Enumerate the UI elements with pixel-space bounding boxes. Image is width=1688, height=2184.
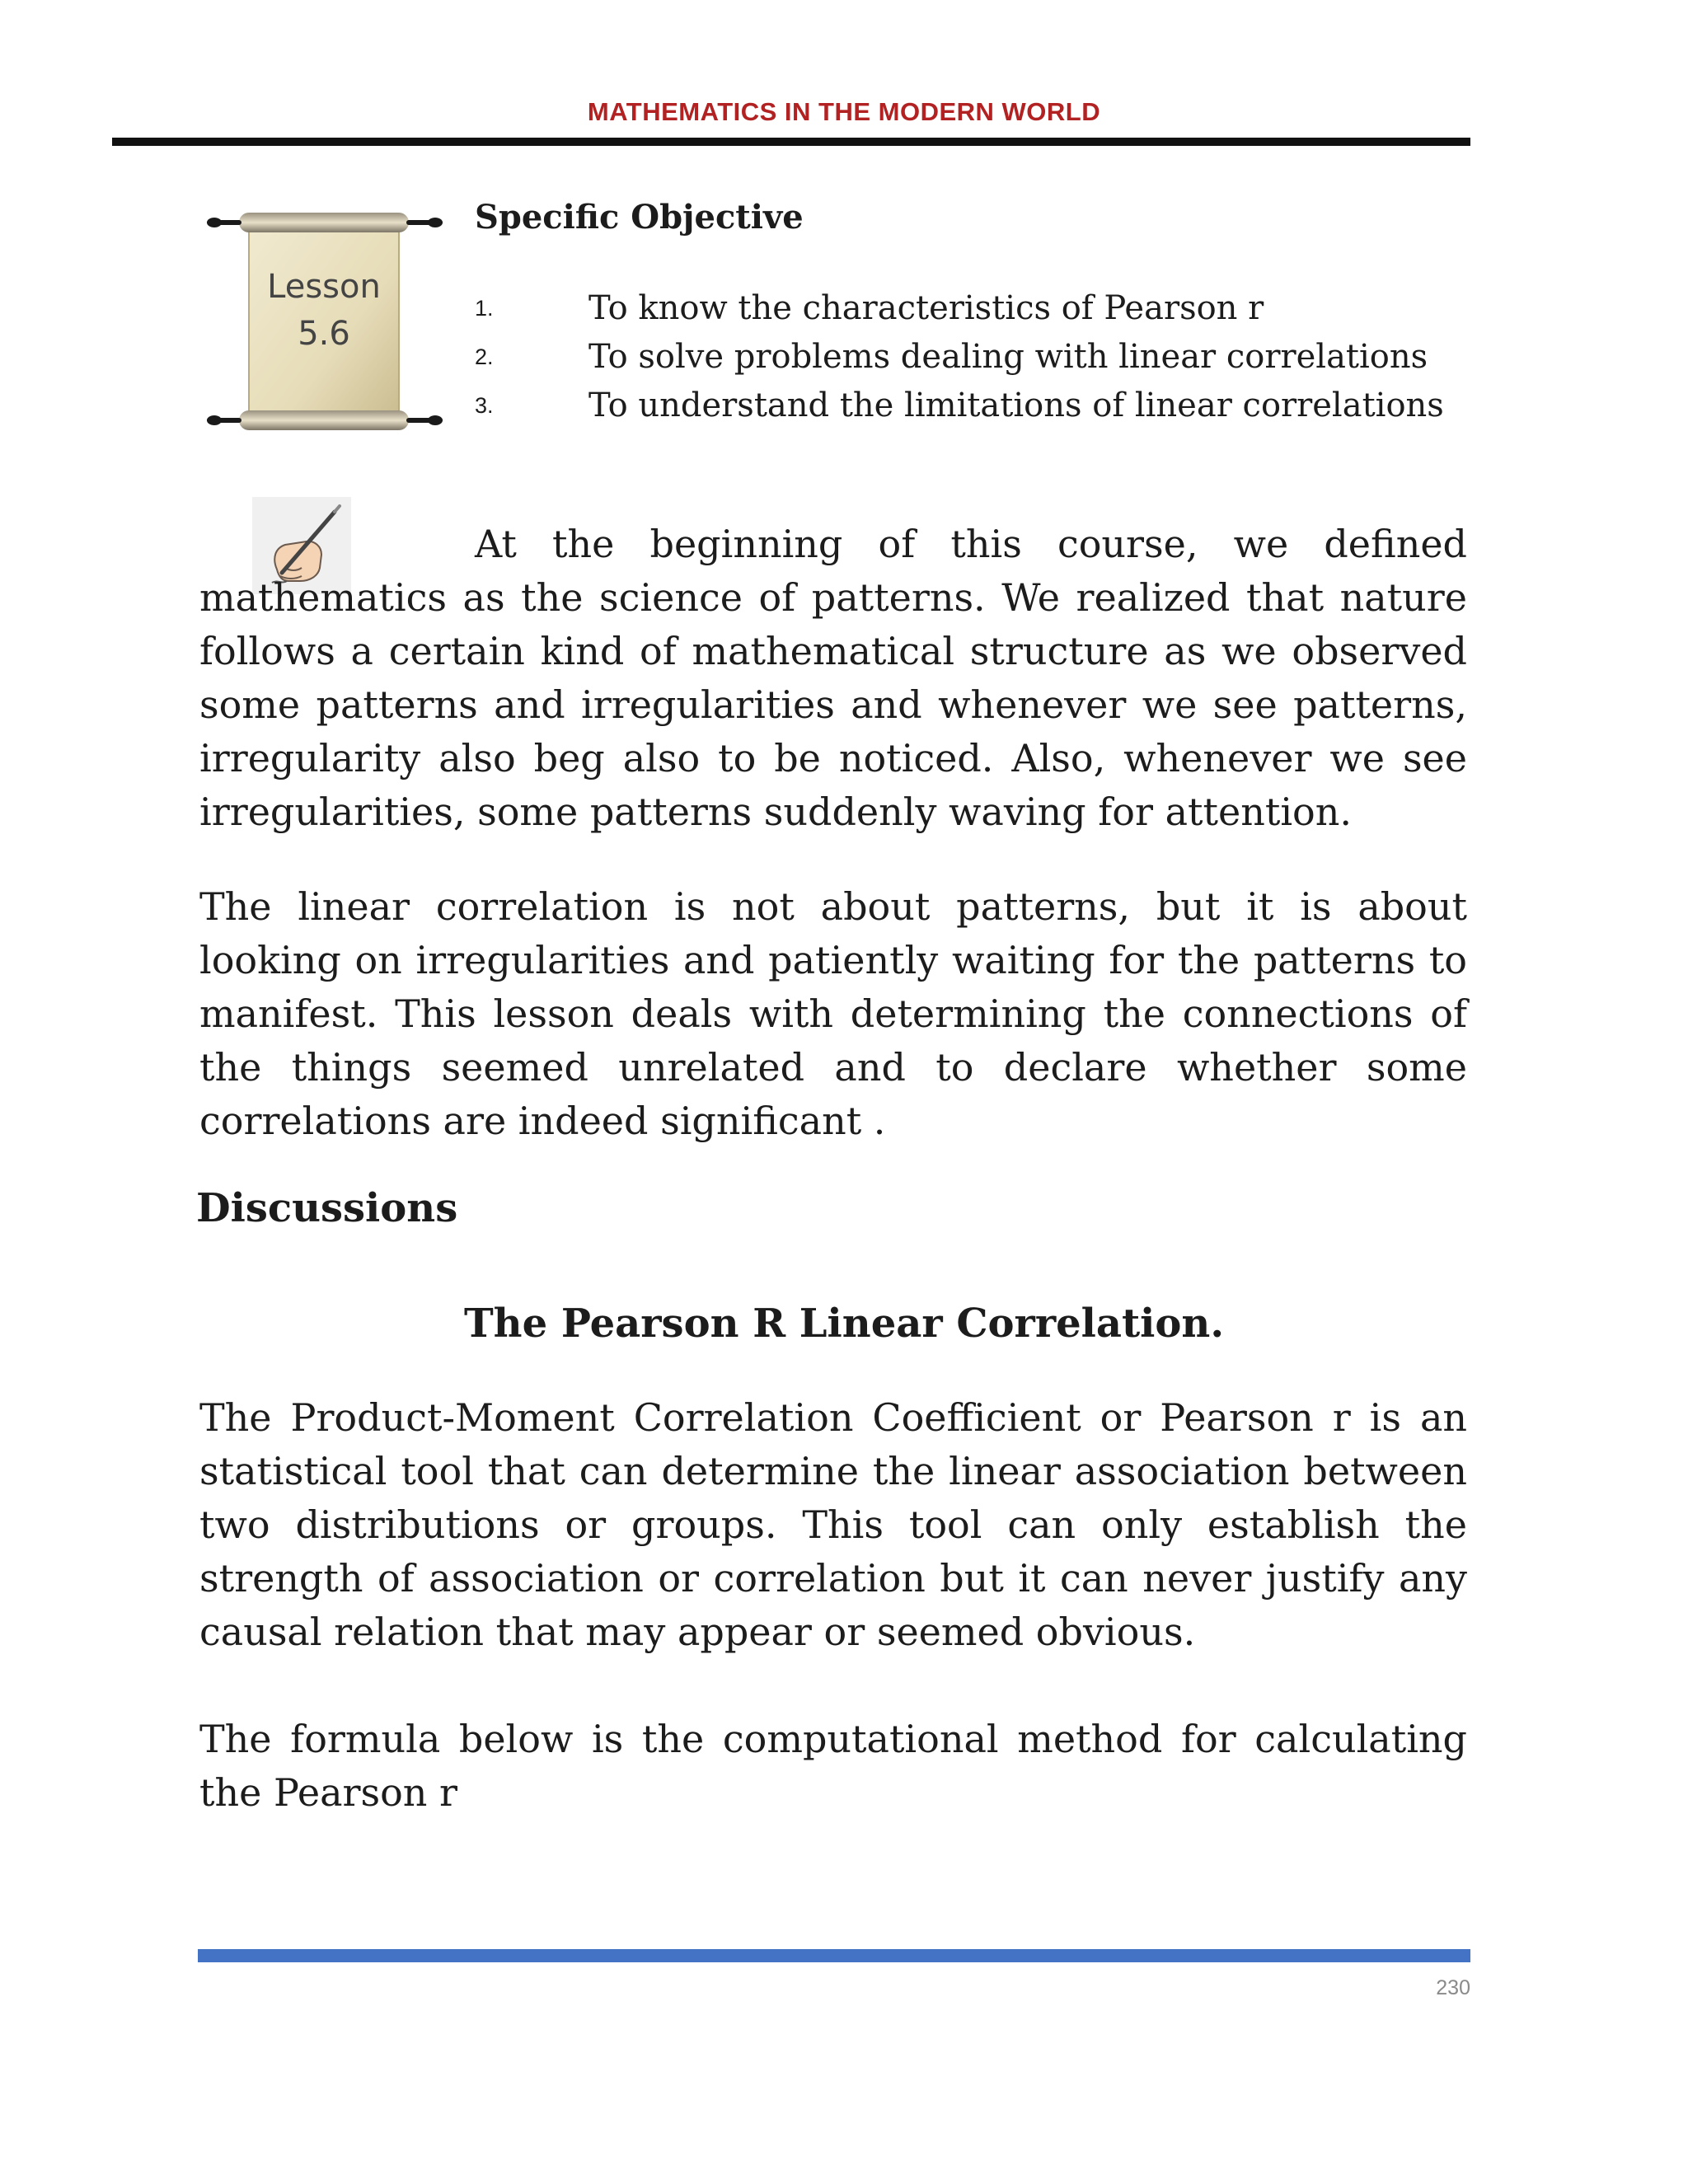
objective-number: 3. [475, 393, 494, 418]
lesson-label: Lesson [267, 268, 381, 306]
paragraph-linear-correlation: The linear correlation is not about patterns, but it is about looking on irregularities and patiently waiting for the patterns to manifest. This lesson deals with determining the connections of the things seemed unrelated and to declare whether some correlations are indeed significant . [199, 884, 1467, 1143]
objective-item [475, 333, 1505, 382]
objective-text: To know the characteristics of Pearson r [588, 289, 1264, 327]
objective-text: To solve problems dealing with linear correlations [588, 338, 1428, 376]
section-title: The Pearson R Linear Correlation. [463, 1301, 1225, 1347]
paragraph-formula-intro: The formula below is the computational method for calculating the Pearson r [199, 1717, 1467, 1815]
intro-paragraph [199, 518, 1467, 839]
objective-text: To understand the limitations of linear correlations [588, 387, 1444, 424]
objective-item [475, 284, 1505, 333]
intro-first-line: At the beginning of this course, we defined [475, 522, 1467, 566]
footer-rule [198, 1949, 1470, 1962]
page-number: 230 [1436, 1976, 1470, 1999]
objective-title: Specific Objective [475, 198, 804, 237]
intro-rest: mathematics as the science of patterns. We realized that nature follows a certain kind of mathematical structure as we observed some patterns and irregularities and whenever we see patterns, irregularity also beg also to be noticed. Also, whenever we see irregularities, some patterns suddenly waving for attention. [199, 575, 1467, 834]
header-rule [112, 138, 1470, 146]
objective-list [475, 284, 1505, 430]
lesson-number: 5.6 [298, 315, 350, 353]
objective-item [475, 382, 1505, 430]
discussions-heading: Discussions [196, 1185, 458, 1231]
objective-number: 1. [475, 296, 494, 321]
running-header: MATHEMATICS IN THE MODERN WORLD [587, 97, 1101, 126]
paragraph-pearson-r: The Product-Moment Correlation Coefficient or Pearson r is an statistical tool that can determine the linear association between two distributions or groups. This tool can only establish the strength of association or correlation but it can never justify any causal relation that may appear or seemed obvious. [199, 1395, 1467, 1654]
objective-number: 2. [475, 344, 494, 369]
lesson-scroll-icon [206, 203, 445, 442]
